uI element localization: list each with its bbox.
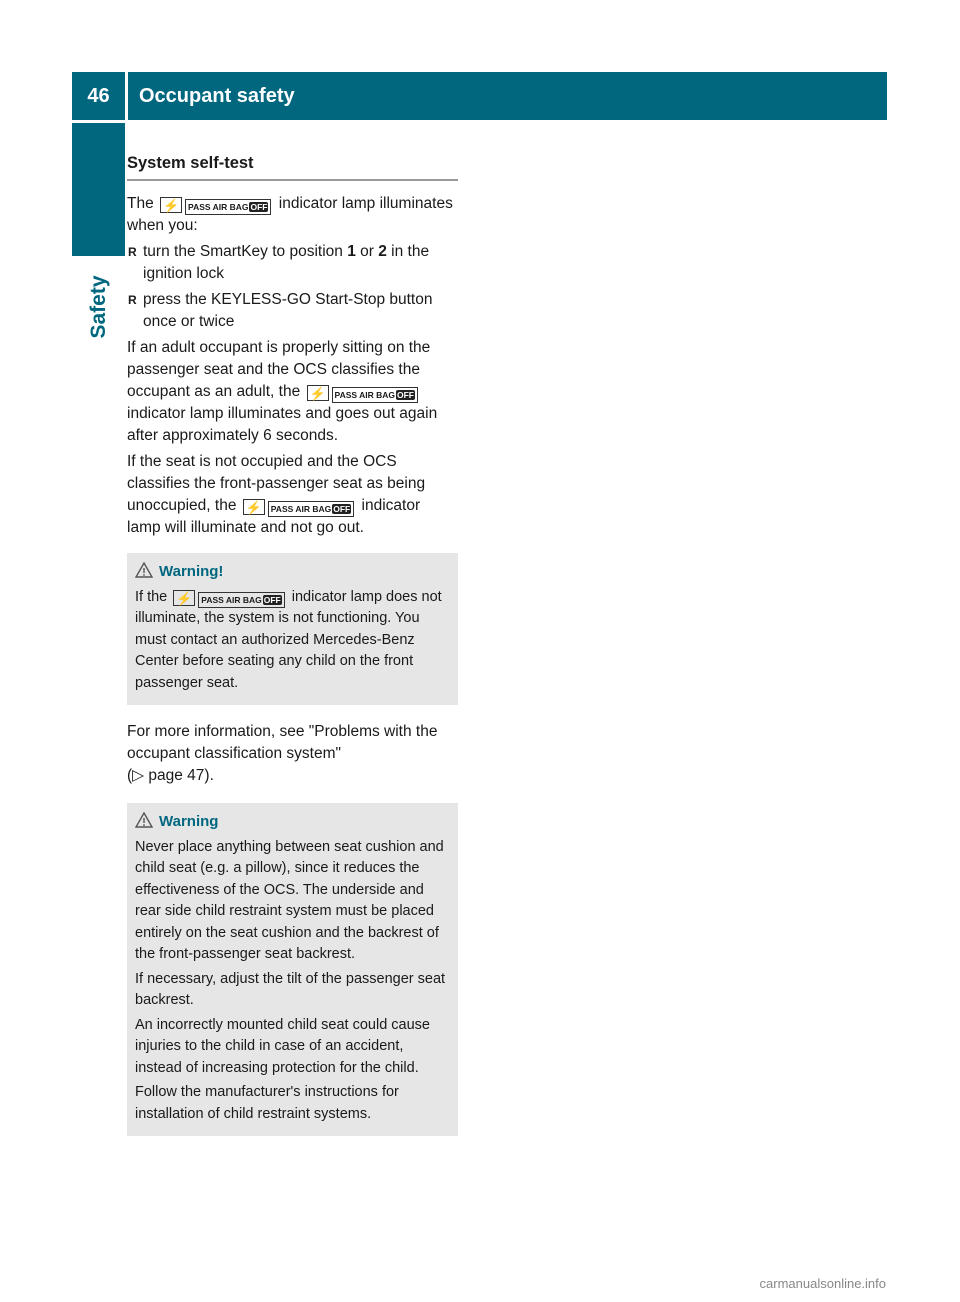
warning-triangle-icon <box>135 812 153 828</box>
warning-title: Warning <box>135 811 450 833</box>
warning-text: If the ⚡ PASS AIR BAG OFF indicator lamp does not illuminate, the system is not functioning. You must contact an authorized Mercedes-Benz Center before seating any child on the front passenger seat. <box>135 588 442 691</box>
page-number: 46 <box>72 72 125 120</box>
warning-triangle-icon <box>135 562 153 578</box>
pass-air-bag-off-icon: PASS AIR BAG OFF <box>185 199 271 215</box>
warning-text: Never place anything between seat cushion and child seat (e.g. a pillow), since it reduces the effectiveness of the OCS. The underside and rear side child restraint system must be placed entirely on the seat cushion and the backrest of the front-passenger seat backrest. <box>135 838 444 962</box>
child-seat-icon: ⚡ <box>243 499 265 515</box>
warning-box <box>127 803 458 1136</box>
paragraph-intro: The ⚡ PASS AIR BAG OFF indicator lamp illuminates when you: <box>127 195 453 234</box>
child-seat-icon: ⚡ <box>173 590 195 606</box>
list-item: R turn the SmartKey to position 1 or 2 in the ignition lock <box>127 241 458 285</box>
warning-text: Follow the manufacturer's instructions for installation of child restraint systems. <box>135 1084 399 1122</box>
list-item: R press the KEYLESS-GO Start-Stop button once or twice <box>127 289 458 333</box>
child-seat-icon: ⚡ <box>160 197 182 213</box>
warning-text: An incorrectly mounted child seat could cause injuries to the child in case of an accident, instead of increasing protection for the child. <box>135 1016 430 1076</box>
paragraph-adult: If an adult occupant is properly sitting on the passenger seat and the OCS classifies the occupant as an adult, the ⚡ PASS AIR BAG OFF indicator lamp illuminates and goes out again after approximately 6 seconds. <box>127 339 438 444</box>
footer-watermark: carmanualsonline.info <box>759 1276 886 1291</box>
side-tab-block <box>72 123 125 256</box>
side-section-label: Safety <box>86 275 110 339</box>
paragraph-more-info: For more information, see "Problems with the occupant classification system" (▷ page 47). <box>127 723 438 784</box>
main-content <box>127 152 458 1152</box>
pass-air-bag-off-icon: PASS AIR BAG OFF <box>332 387 418 403</box>
warning-title: Warning! <box>135 561 450 583</box>
pass-air-bag-off-icon: PASS AIR BAG OFF <box>268 501 354 517</box>
page-title: Occupant safety <box>128 72 887 120</box>
warning-text: If necessary, adjust the tilt of the passenger seat backrest. <box>135 970 446 1008</box>
section-title: System self-test <box>127 152 458 181</box>
pass-air-bag-off-icon: PASS AIR BAG OFF <box>198 592 284 608</box>
paragraph-unoccupied: If the seat is not occupied and the OCS classifies the front-passenger seat as being unoccupied, the ⚡ PASS AIR BAG OFF indicator lamp will illuminate and not go out. <box>127 453 426 536</box>
child-seat-icon: ⚡ <box>307 385 329 401</box>
page-reference-link[interactable]: (▷ page 47). <box>127 767 214 784</box>
warning-box <box>127 553 458 705</box>
